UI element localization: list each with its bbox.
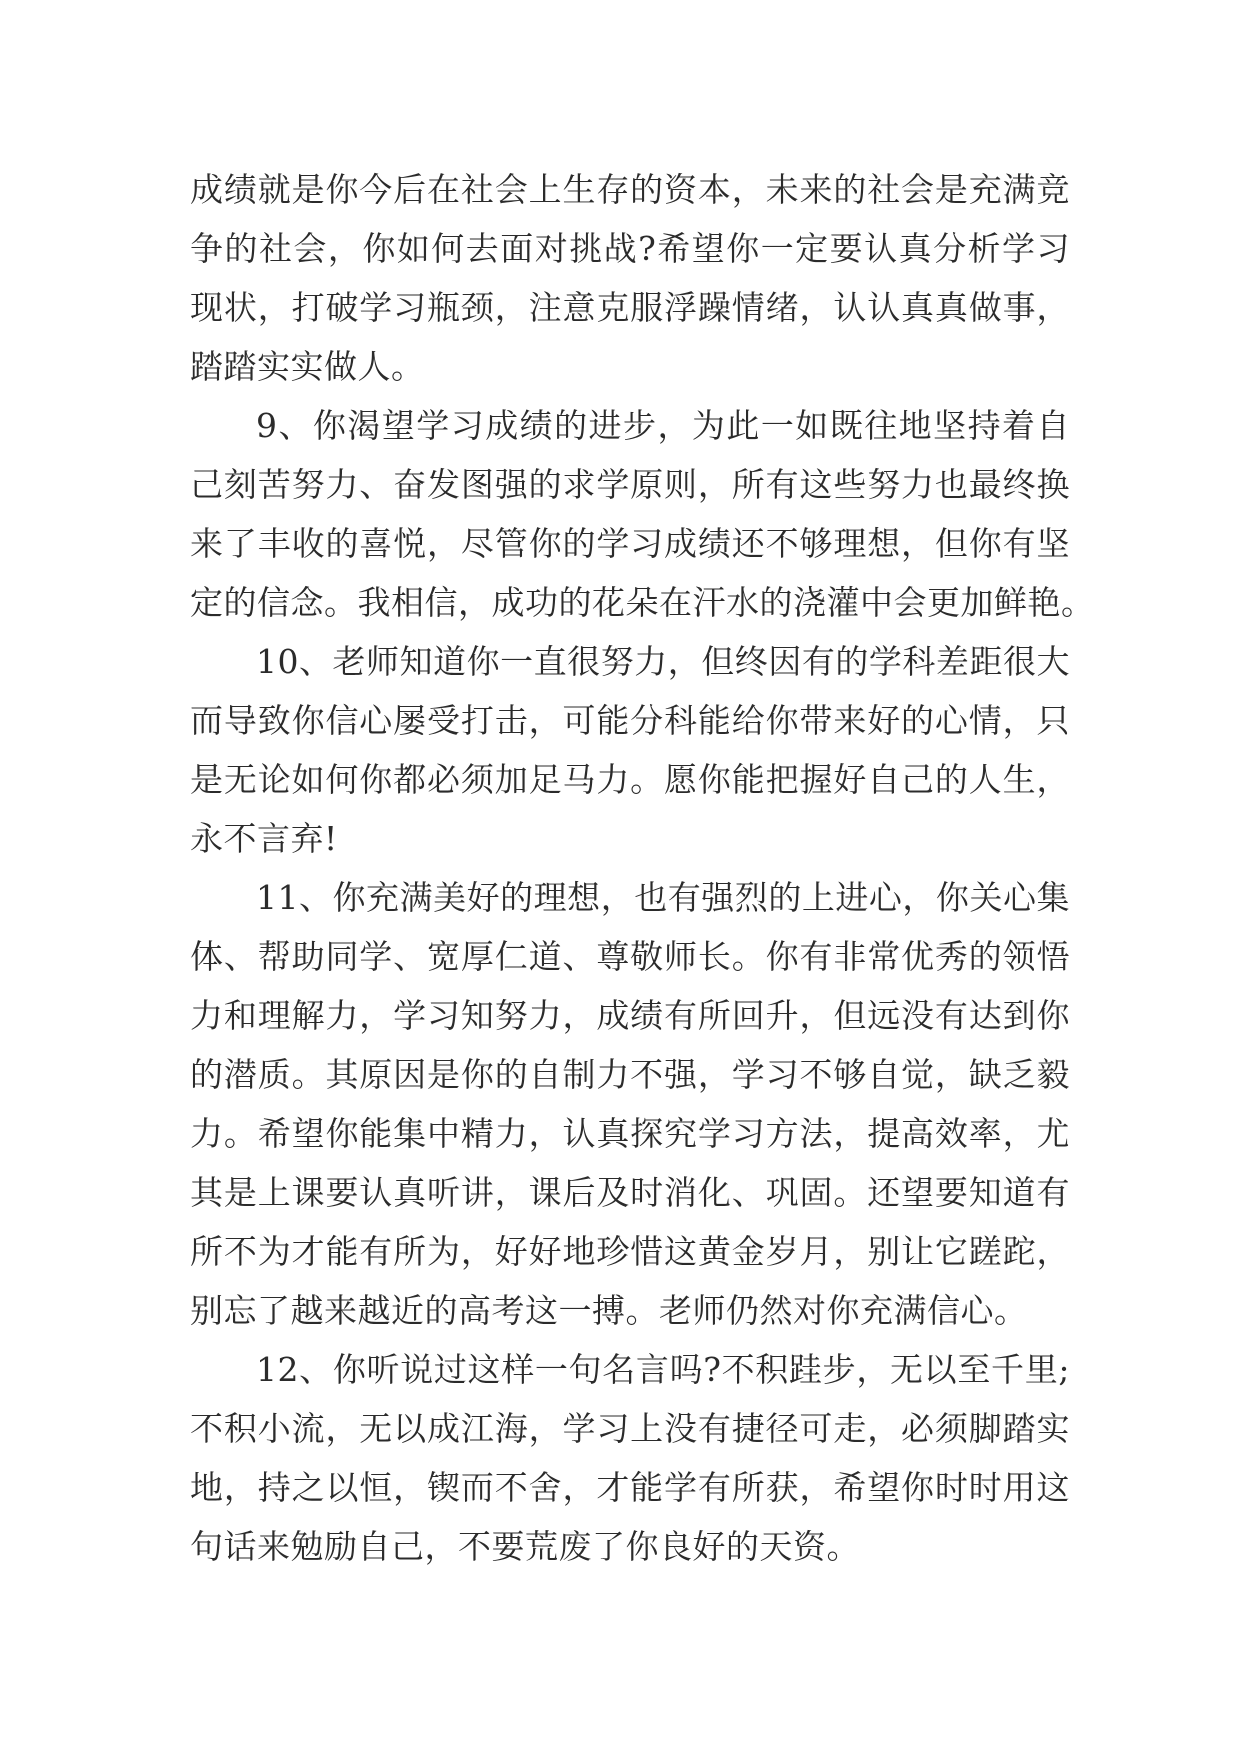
text-line: 力。希望你能集中精力，认真探究学习方法，提高效率，尤: [190, 1114, 1070, 1153]
text-line: 12、你听说过这样一句名言吗?不积跬步，无以至千里;: [256, 1350, 1070, 1389]
text-line: 踏踏实实做人。: [190, 347, 425, 386]
text-line: 地，持之以恒，锲而不舍，才能学有所获，希望你时时用这: [190, 1468, 1070, 1507]
text-line: 11、你充满美好的理想，也有强烈的上进心，你关心集: [256, 878, 1070, 917]
text-line: 别忘了越来越近的高考这一搏。老师仍然对你充满信心。: [190, 1291, 1028, 1330]
text-line: 9、你渴望学习成绩的进步，为此一如既往地坚持着自: [256, 406, 1070, 445]
text-line: 所不为才能有所为，好好地珍惜这黄金岁月，别让它蹉跎，: [190, 1232, 1070, 1271]
paragraph-item-9: [190, 396, 1095, 632]
paragraph-item-10: [190, 632, 1070, 868]
text-line: 成绩就是你今后在社会上生存的资本，未来的社会是充满竞: [190, 170, 1070, 209]
text-line: 永不言弃!: [190, 819, 338, 858]
text-line: 体、帮助同学、宽厚仁道、尊敬师长。你有非常优秀的领悟: [190, 937, 1070, 976]
text-line: 句话来勉励自己，不要荒废了你良好的天资。: [190, 1527, 860, 1566]
text-line: 定的信念。我相信，成功的花朵在汗水的浇灌中会更加鲜艳。: [190, 583, 1095, 622]
text-line: 争的社会，你如何去面对挑战?希望你一定要认真分析学习: [190, 229, 1070, 268]
text-line: 来了丰收的喜悦，尽管你的学习成绩还不够理想，但你有坚: [190, 524, 1070, 563]
text-line: 现状，打破学习瓶颈，注意克服浮躁情绪，认认真真做事，: [190, 288, 1070, 327]
text-line: 是无论如何你都必须加足马力。愿你能把握好自己的人生，: [190, 760, 1070, 799]
text-line: 其是上课要认真听讲，课后及时消化、巩固。还望要知道有: [190, 1173, 1070, 1212]
paragraph-item-12: [190, 1340, 1070, 1576]
text-line: 的潜质。其原因是你的自制力不强，学习不够自觉，缺乏毅: [190, 1055, 1070, 1094]
text-line: 己刻苦努力、奋发图强的求学原则，所有这些努力也最终换: [190, 465, 1070, 504]
document-body: [190, 160, 1095, 1576]
text-line: 而导致你信心屡受打击，可能分科能给你带来好的心情，只: [190, 701, 1070, 740]
paragraph-item-11: [190, 868, 1070, 1340]
text-line: 10、老师知道你一直很努力，但终因有的学科差距很大: [256, 642, 1070, 681]
text-line: 不积小流，无以成江海，学习上没有捷径可走，必须脚踏实: [190, 1409, 1070, 1448]
paragraph-continuation: [190, 160, 1070, 396]
text-line: 力和理解力，学习知努力，成绩有所回升，但远没有达到你: [190, 996, 1070, 1035]
